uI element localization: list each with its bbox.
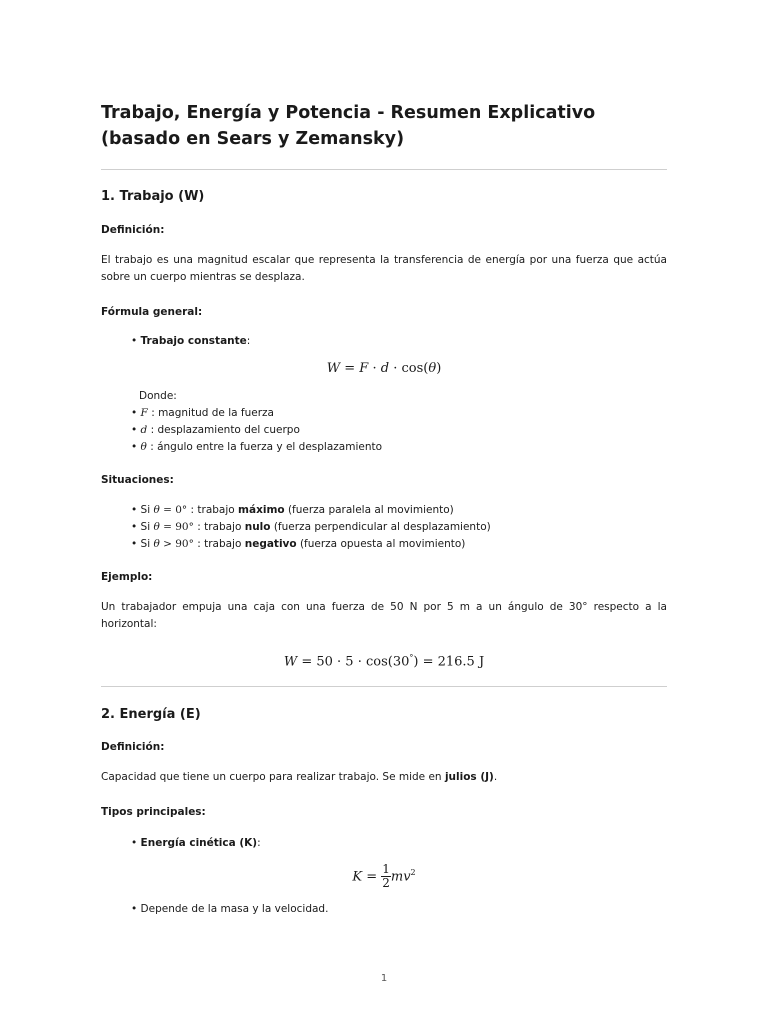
situation-emphasis: nulo xyxy=(244,521,271,533)
bullet: • xyxy=(131,441,138,453)
variable-desc: : magnitud de la fuerza xyxy=(151,407,274,419)
formula-dot: · xyxy=(372,361,377,376)
symbol-theta: θ xyxy=(153,521,160,533)
symbol-d: d xyxy=(140,424,148,436)
degree-symbol: ° xyxy=(409,653,414,662)
variable-desc: : desplazamiento del cuerpo xyxy=(150,424,300,436)
kinetic-energy-label: Energía cinética (K) xyxy=(140,837,258,849)
formula-equals: = xyxy=(362,869,382,885)
bullet: • xyxy=(131,837,138,849)
example-text: Un trabajador empuja una caja con una fuerza de 50 N por 5 m a un ángulo de 30° respecto a la horizontal: xyxy=(101,601,667,630)
variable-item xyxy=(131,422,300,439)
situation-rest: (fuerza paralela al movimiento) xyxy=(284,504,454,516)
definition-text: El trabajo es una magnitud escalar que representa la transferencia de energía por una fuerza que actúa sobre un cuerpo mientras se desplaza. xyxy=(101,254,667,283)
formula-cos: cos( xyxy=(401,361,429,376)
formula-equals: = xyxy=(344,361,356,376)
section-heading-energia: 2. Energía (E) xyxy=(101,707,201,722)
situation-condition: = 0° xyxy=(159,504,188,516)
situation-mid: : trabajo xyxy=(193,538,245,550)
fraction-one-half xyxy=(381,863,391,890)
formula-close: ) xyxy=(436,361,442,376)
section-divider xyxy=(101,169,667,170)
situation-mid: : trabajo xyxy=(187,504,239,516)
kinetic-note: • Depende de la masa y la velocidad. xyxy=(131,903,329,915)
situation-item xyxy=(131,519,491,536)
situation-mid: : trabajo xyxy=(193,521,245,533)
formula-body: = 50 · 5 · cos(30 xyxy=(297,654,410,670)
exponent: 2 xyxy=(410,868,416,877)
situation-item xyxy=(131,536,465,553)
formula-dot: · xyxy=(393,361,398,376)
formula-f: F xyxy=(359,361,369,376)
definition-prefix: Capacidad que tiene un cuerpo para realizar trabajo. Se mide en xyxy=(101,771,445,783)
formula-d: d xyxy=(380,361,390,376)
types-label: Tipos principales: xyxy=(101,806,206,818)
donde-label: Donde: xyxy=(139,390,177,402)
colon: : xyxy=(246,335,251,347)
fraction-numerator: 1 xyxy=(382,862,390,877)
energy-definition-text xyxy=(101,769,667,786)
document-title: Trabajo, Energía y Potencia - Resumen Explicativo (basado en Sears y Zemansky) xyxy=(101,103,596,149)
situation-item xyxy=(131,502,454,519)
symbol-theta: θ xyxy=(140,441,147,453)
situation-condition: = 90° xyxy=(159,521,194,533)
definition-label: Definición: xyxy=(101,741,165,753)
formula-k: K xyxy=(352,869,363,885)
situation-emphasis: máximo xyxy=(238,504,285,516)
situation-prefix: • Si xyxy=(131,504,154,516)
example-label: Ejemplo: xyxy=(101,571,153,583)
variable-item xyxy=(131,439,382,456)
situation-emphasis: negativo xyxy=(244,538,297,550)
situation-prefix: • Si xyxy=(131,521,154,533)
formula-label: Fórmula general: xyxy=(101,306,203,318)
situation-rest: (fuerza opuesta al movimiento) xyxy=(296,538,466,550)
work-formula xyxy=(101,360,667,378)
situation-condition: > 90° xyxy=(159,538,194,550)
unit-julios: julios (J) xyxy=(444,771,494,783)
bullet: • xyxy=(131,335,138,347)
formula-w: W xyxy=(283,654,298,670)
bullet: • xyxy=(131,407,138,419)
colon: : xyxy=(257,837,261,849)
example-formula xyxy=(101,649,667,671)
symbol-f: F xyxy=(140,407,148,419)
situations-label: Situaciones: xyxy=(101,474,174,486)
section-divider xyxy=(101,686,667,687)
fraction-denominator: 2 xyxy=(382,876,390,891)
definition-suffix: . xyxy=(493,771,498,783)
page-number: 1 xyxy=(380,973,388,984)
symbol-theta: θ xyxy=(153,504,160,516)
symbol-theta: θ xyxy=(153,538,160,550)
definition-label: Definición: xyxy=(101,224,165,236)
kinetic-energy-item xyxy=(131,835,261,852)
variable-desc: : ángulo entre la fuerza y el desplazamiento xyxy=(150,441,383,453)
situation-rest: (fuerza perpendicular al desplazamiento) xyxy=(270,521,491,533)
formula-w: W xyxy=(326,361,341,376)
formula-theta: θ xyxy=(428,361,437,376)
constant-work-label: Trabajo constante xyxy=(140,335,247,347)
formula-result: ) = 216.5 J xyxy=(413,654,485,670)
situation-prefix: • Si xyxy=(131,538,154,550)
bullet: • xyxy=(131,424,138,436)
variable-item xyxy=(131,405,274,422)
constant-work-item xyxy=(131,333,250,350)
formula-mv: mv xyxy=(390,869,411,885)
section-heading-trabajo: 1. Trabajo (W) xyxy=(101,189,205,204)
kinetic-formula xyxy=(101,858,667,892)
